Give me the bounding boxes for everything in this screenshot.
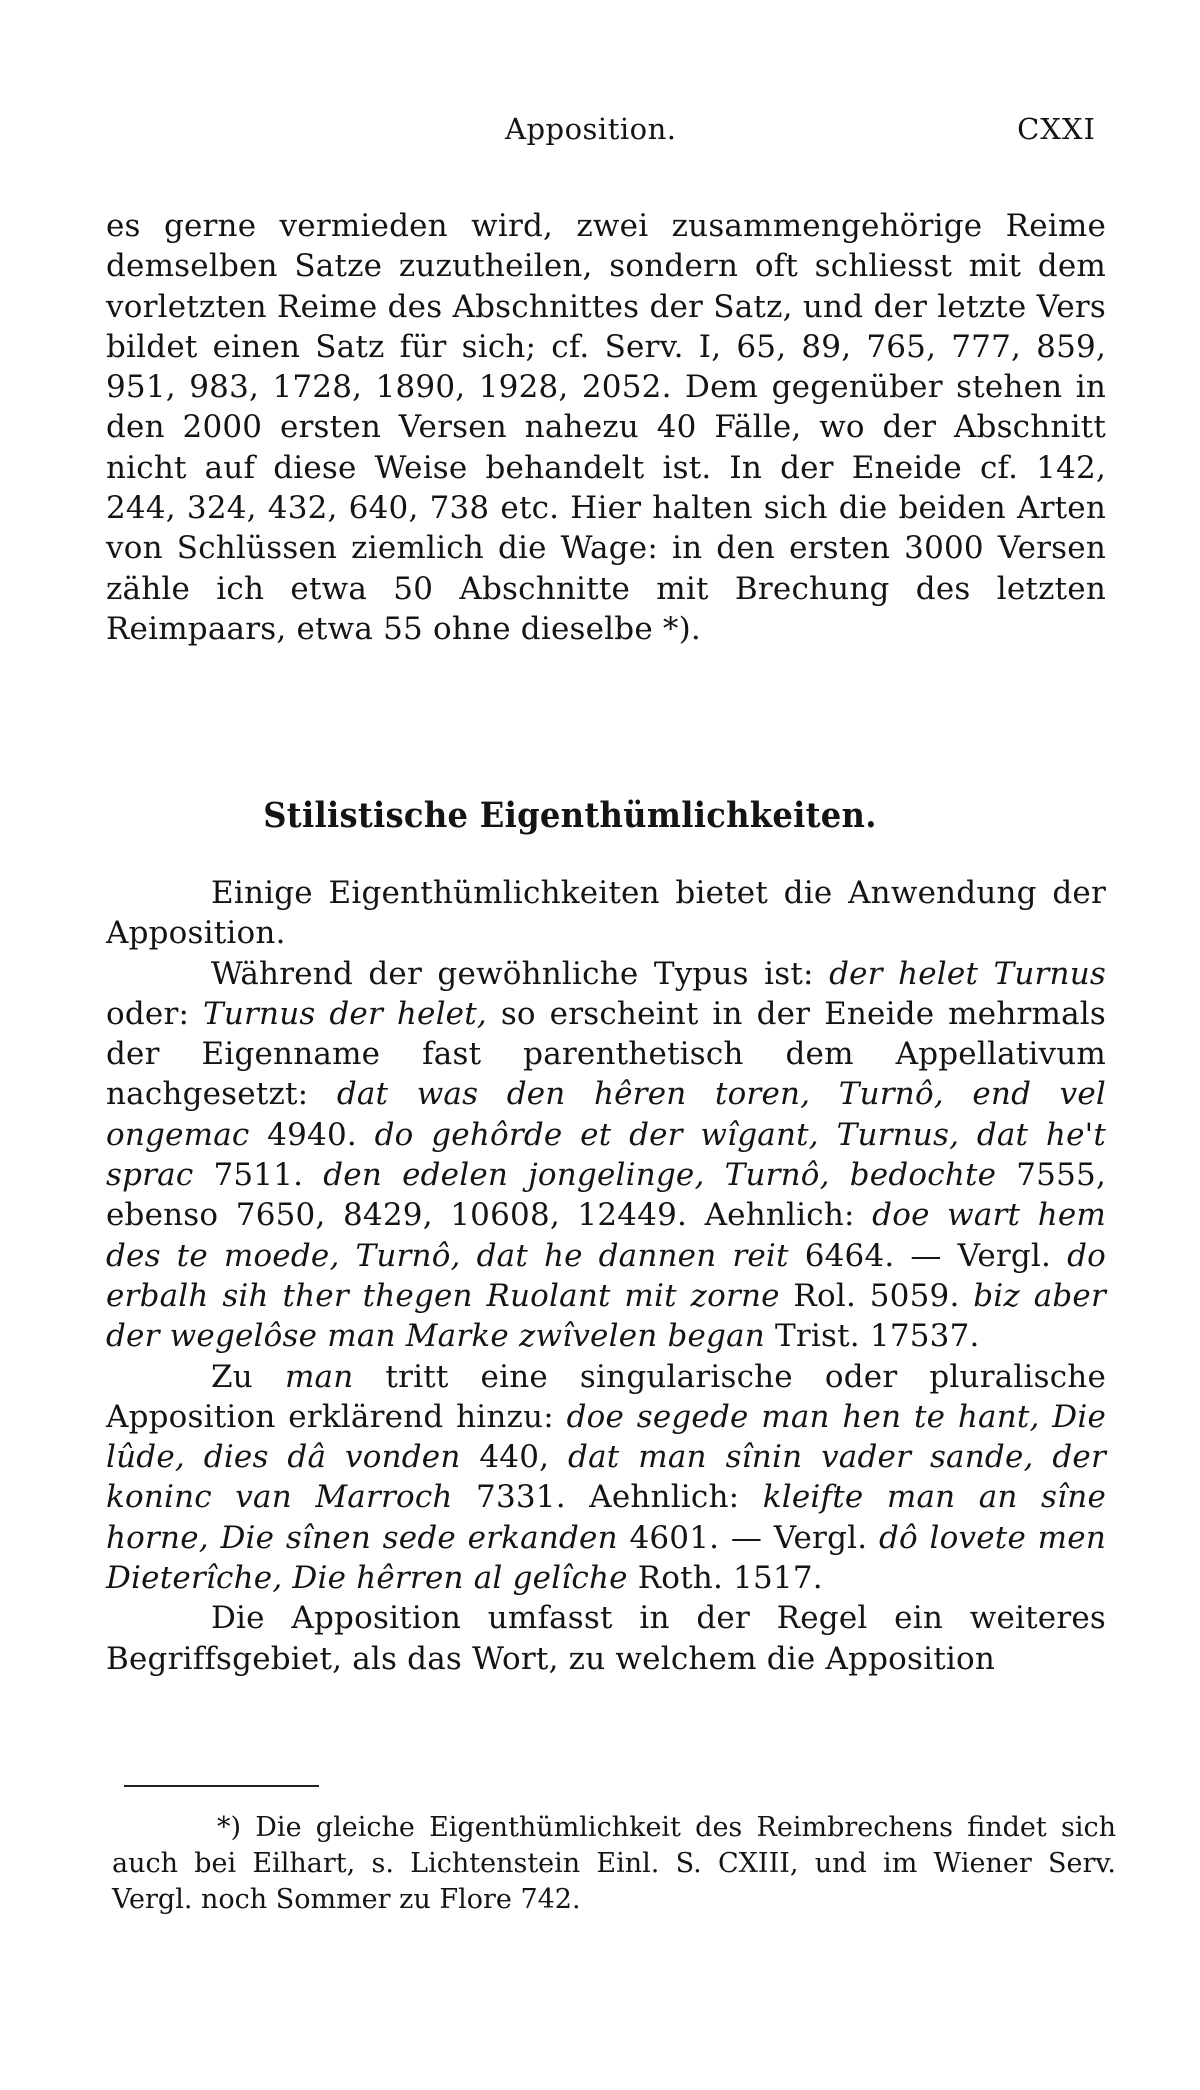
text-run: 4601. — Vergl. [617, 1519, 879, 1556]
footnote [112, 1810, 1116, 1918]
text-run: tritt eine singularische oder pluralische Apposition erklärend hinzu: [106, 1358, 1106, 1435]
quotation: doe segede man hen te hant, Die lûde, dies dâ vonden [106, 1398, 1106, 1476]
section-heading: Stilistische Eigenthümlichkeiten. [263, 795, 877, 836]
quotation: do gehôrde et der wîgant, Turnus, dat he't sprac [106, 1116, 1107, 1194]
quotation: dô lovete men Dieterîche, Die hêrren al gelîche [106, 1519, 1106, 1597]
text-run: 4940. [249, 1116, 375, 1153]
text-run: 7511. [193, 1157, 324, 1194]
text-run: Rol. 5059. [779, 1277, 974, 1314]
text-run: Während der gewöhnliche Typus ist: [211, 955, 830, 992]
section-body [106, 873, 1106, 1679]
text-run: oder: [106, 995, 203, 1032]
text-run: 7555, ebenso 7650, 8429, 10608, 12449. Aehnlich: [106, 1157, 1106, 1234]
quotation: kleifte man an sîne horne, Die sînen sede erkanden [106, 1479, 1106, 1556]
intro-paragraph-block [106, 206, 1106, 649]
text-run: Trist. 17537. [764, 1318, 980, 1355]
text-run: 6464. — Vergl. [788, 1237, 1068, 1274]
quotation: den edelen jongelinge, Turnô, bedochte [323, 1157, 997, 1194]
quotation: der helet Turnus [829, 955, 1107, 992]
text-run: Zu [211, 1358, 285, 1395]
quotation: do erbalh sih ther thegen Ruolant mit zorne [106, 1237, 1106, 1314]
text-run: so erscheint in der Eneide mehrmals der Eigenname fast parenthetisch dem Appellativum nachgesetzt: [106, 995, 1107, 1113]
text-run: 440, [460, 1439, 569, 1476]
section-paragraph-4: Die Apposition umfasst in der Regel ein weiteres Begriffsgebiet, als das Wort, zu welchem die Apposition [106, 1600, 1106, 1677]
running-head [0, 112, 1200, 152]
quotation: doe wart hem des te moede, Turnô, dat he dannen reit [106, 1197, 1107, 1274]
quotation: biz aber der wegelôse man Marke zwîvelen began [106, 1277, 1106, 1355]
section-paragraph-1: Einige Eigenthümlichkeiten bietet die Anwendung der Apposition. [106, 875, 1106, 952]
section-paragraph-3 [106, 1357, 1106, 1599]
page-number: CXXI [1017, 112, 1096, 146]
quotation: Turnus der helet, [203, 995, 487, 1032]
footnote-rule [124, 1785, 319, 1787]
text-run: 7331. Aehnlich: [452, 1479, 763, 1516]
intro-paragraph: es gerne vermieden wird, zwei zusammengehörige Reime demselben Satze zuzutheilen, sondern oft schliesst mit dem vorletzten Reime des Abschnittes der Satz, und der letzte Vers bildet einen Satz für sich; cf. Serv. I, 65, 89, 765, 777, 859, 951, 983, 1728, 1890, 1928, 2052. Dem gegenüber stehen in den 2000 ersten Versen nahezu 40 Fälle, wo der Abschnitt nicht auf diese Weise behandelt ist. In der Eneide cf. 142, 244, 324, 432, 640, 738 etc. Hier halten sich die beiden Arten von Schlüssen ziemlich die Wage: in den ersten 3000 Versen zähle ich etwa 50 Abschnitte mit Brechung des letzten Reimpaars, etwa 55 ohne dieselbe *). [106, 208, 1106, 647]
quotation: dat man sînin vader sande, der koninc van Marroch [106, 1439, 1107, 1516]
quotation: dat was den hêren toren, Turnô, end vel ongemac [106, 1076, 1106, 1153]
footnote-text: *) Die gleiche Eigenthümlichkeit des Reimbrechens findet sich auch bei Eilhart, s. Lichtenstein Einl. S. CXIII, und im Wiener Serv. Vergl. noch Sommer zu Flore 742. [112, 1812, 1116, 1915]
running-title: Apposition. [505, 112, 677, 146]
section-paragraph-2 [106, 954, 1106, 1357]
text-run: Roth. 1517. [627, 1560, 823, 1597]
quotation: man [284, 1358, 354, 1395]
